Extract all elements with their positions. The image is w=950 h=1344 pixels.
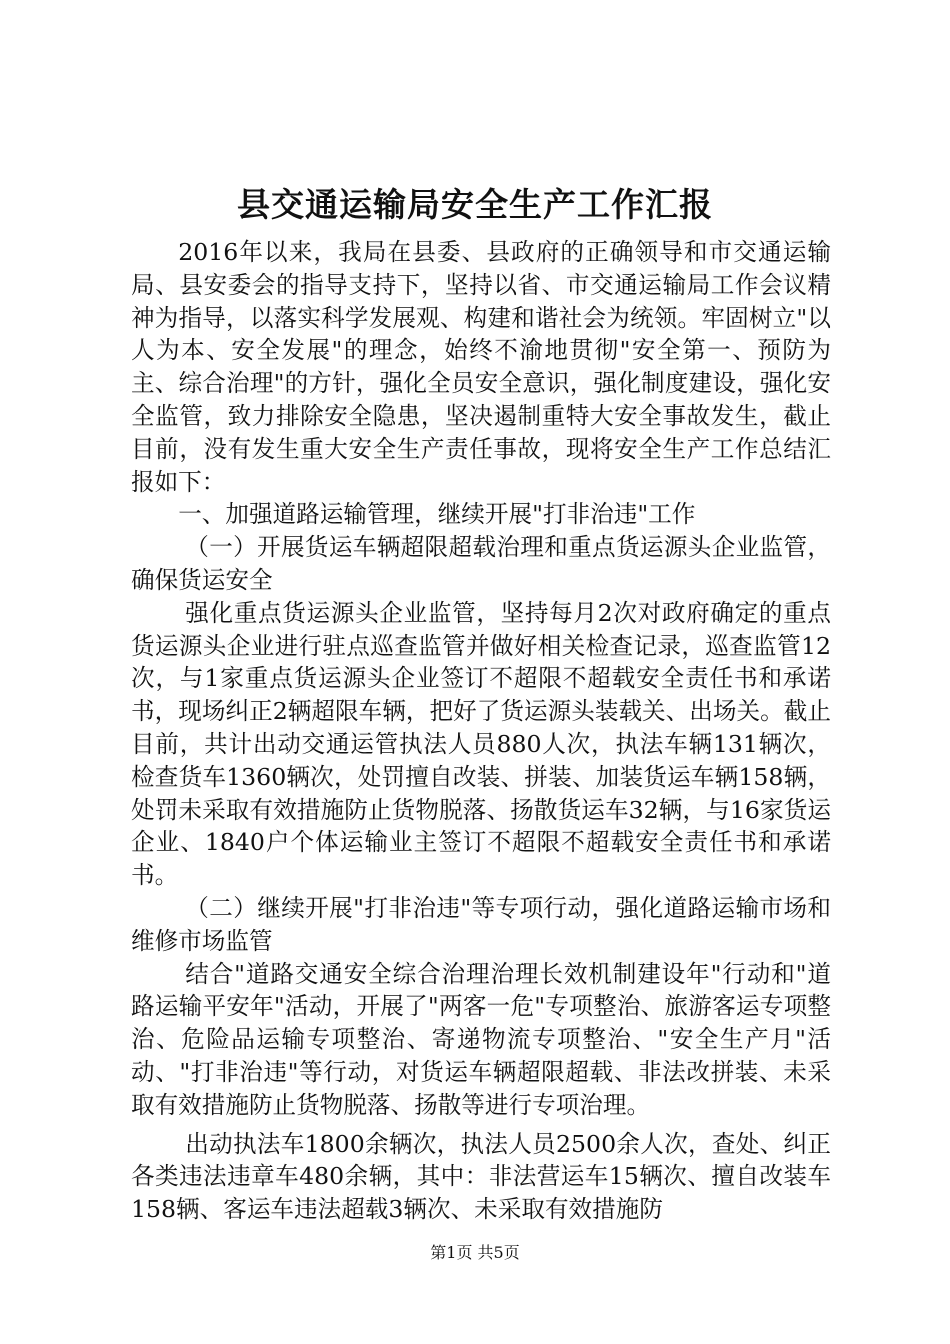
body-paragraph: 结合"道路交通安全综合治理治理长效机制建设年"行动和"道路运输平安年"活动，开展了"两客一危"专项整治、旅游客运专项整治、危险品运输专项整治、寄递物流专项整治、"安全生产月"活动、"打非治违"等行动，对货运车辆超限超载、非法改拼装、未采取有效措施防止货物脱落、扬散等进行专项治理。 (131, 959, 831, 1119)
section-heading-1: 一、加强道路运输管理，继续开展"打非治违"工作 (178, 500, 696, 529)
intro-paragraph: 2016年以来，我局在县委、县政府的正确领导和市交通运输局、县安委会的指导支持下，坚持以省、市交通运输局工作会议精神为指导，以落实科学发展观、构建和谐社会为统领。牢固树立"以人为本、安全发展"的理念，始终不渝地贯彻"安全第一、预防为主、综合治理"的方针，强化全员安全意识，强化制度建设，强化安全监管，致力排除安全隐患，坚决遏制重特大安全事故发生，截止目前，没有发生重大安全生产责任事故，现将安全生产工作总结汇报如下： (131, 238, 831, 496)
body-paragraph: 强化重点货运源头企业监管，坚持每月2次对政府确定的重点货运源头企业进行驻点巡查监管并做好相关检查记录，巡查监管12次，与1家重点货运源头企业签订不超限不超载安全责任书和承诺书，现场纠正2辆超限车辆，把好了货运源头装载关、出场关。截止目前，共计出动交通运管执法人员880人次，执法车辆131辆次，检查货车1360辆次，处罚擅自改装、拼装、加装货运车辆158辆，处罚未采取有效措施防止货物脱落、扬散货运车32辆，与16家货运企业、1840户个体运输业主签订不超限不超载安全责任书和承诺书。 (131, 598, 831, 890)
document-title: 县交通运输局安全生产工作汇报 (237, 185, 713, 224)
subsection-heading-1: （一）开展货运车辆超限超载治理和重点货运源头企业监管，确保货运安全 (131, 533, 831, 594)
page-footer: 第1页 共5页 (430, 1243, 520, 1262)
subsection-heading-2: （二）继续开展"打非治违"等专项行动，强化道路运输市场和维修市场监管 (131, 893, 831, 955)
document-body (131, 236, 831, 1226)
body-paragraph: 出动执法车1800余辆次，执法人员2500余人次，查处、纠正各类违法违章车480余辆，其中：非法营运车15辆次、擅自改装车158辆、客运车违法超载3辆次、未采取有效措施防 (131, 1129, 831, 1224)
